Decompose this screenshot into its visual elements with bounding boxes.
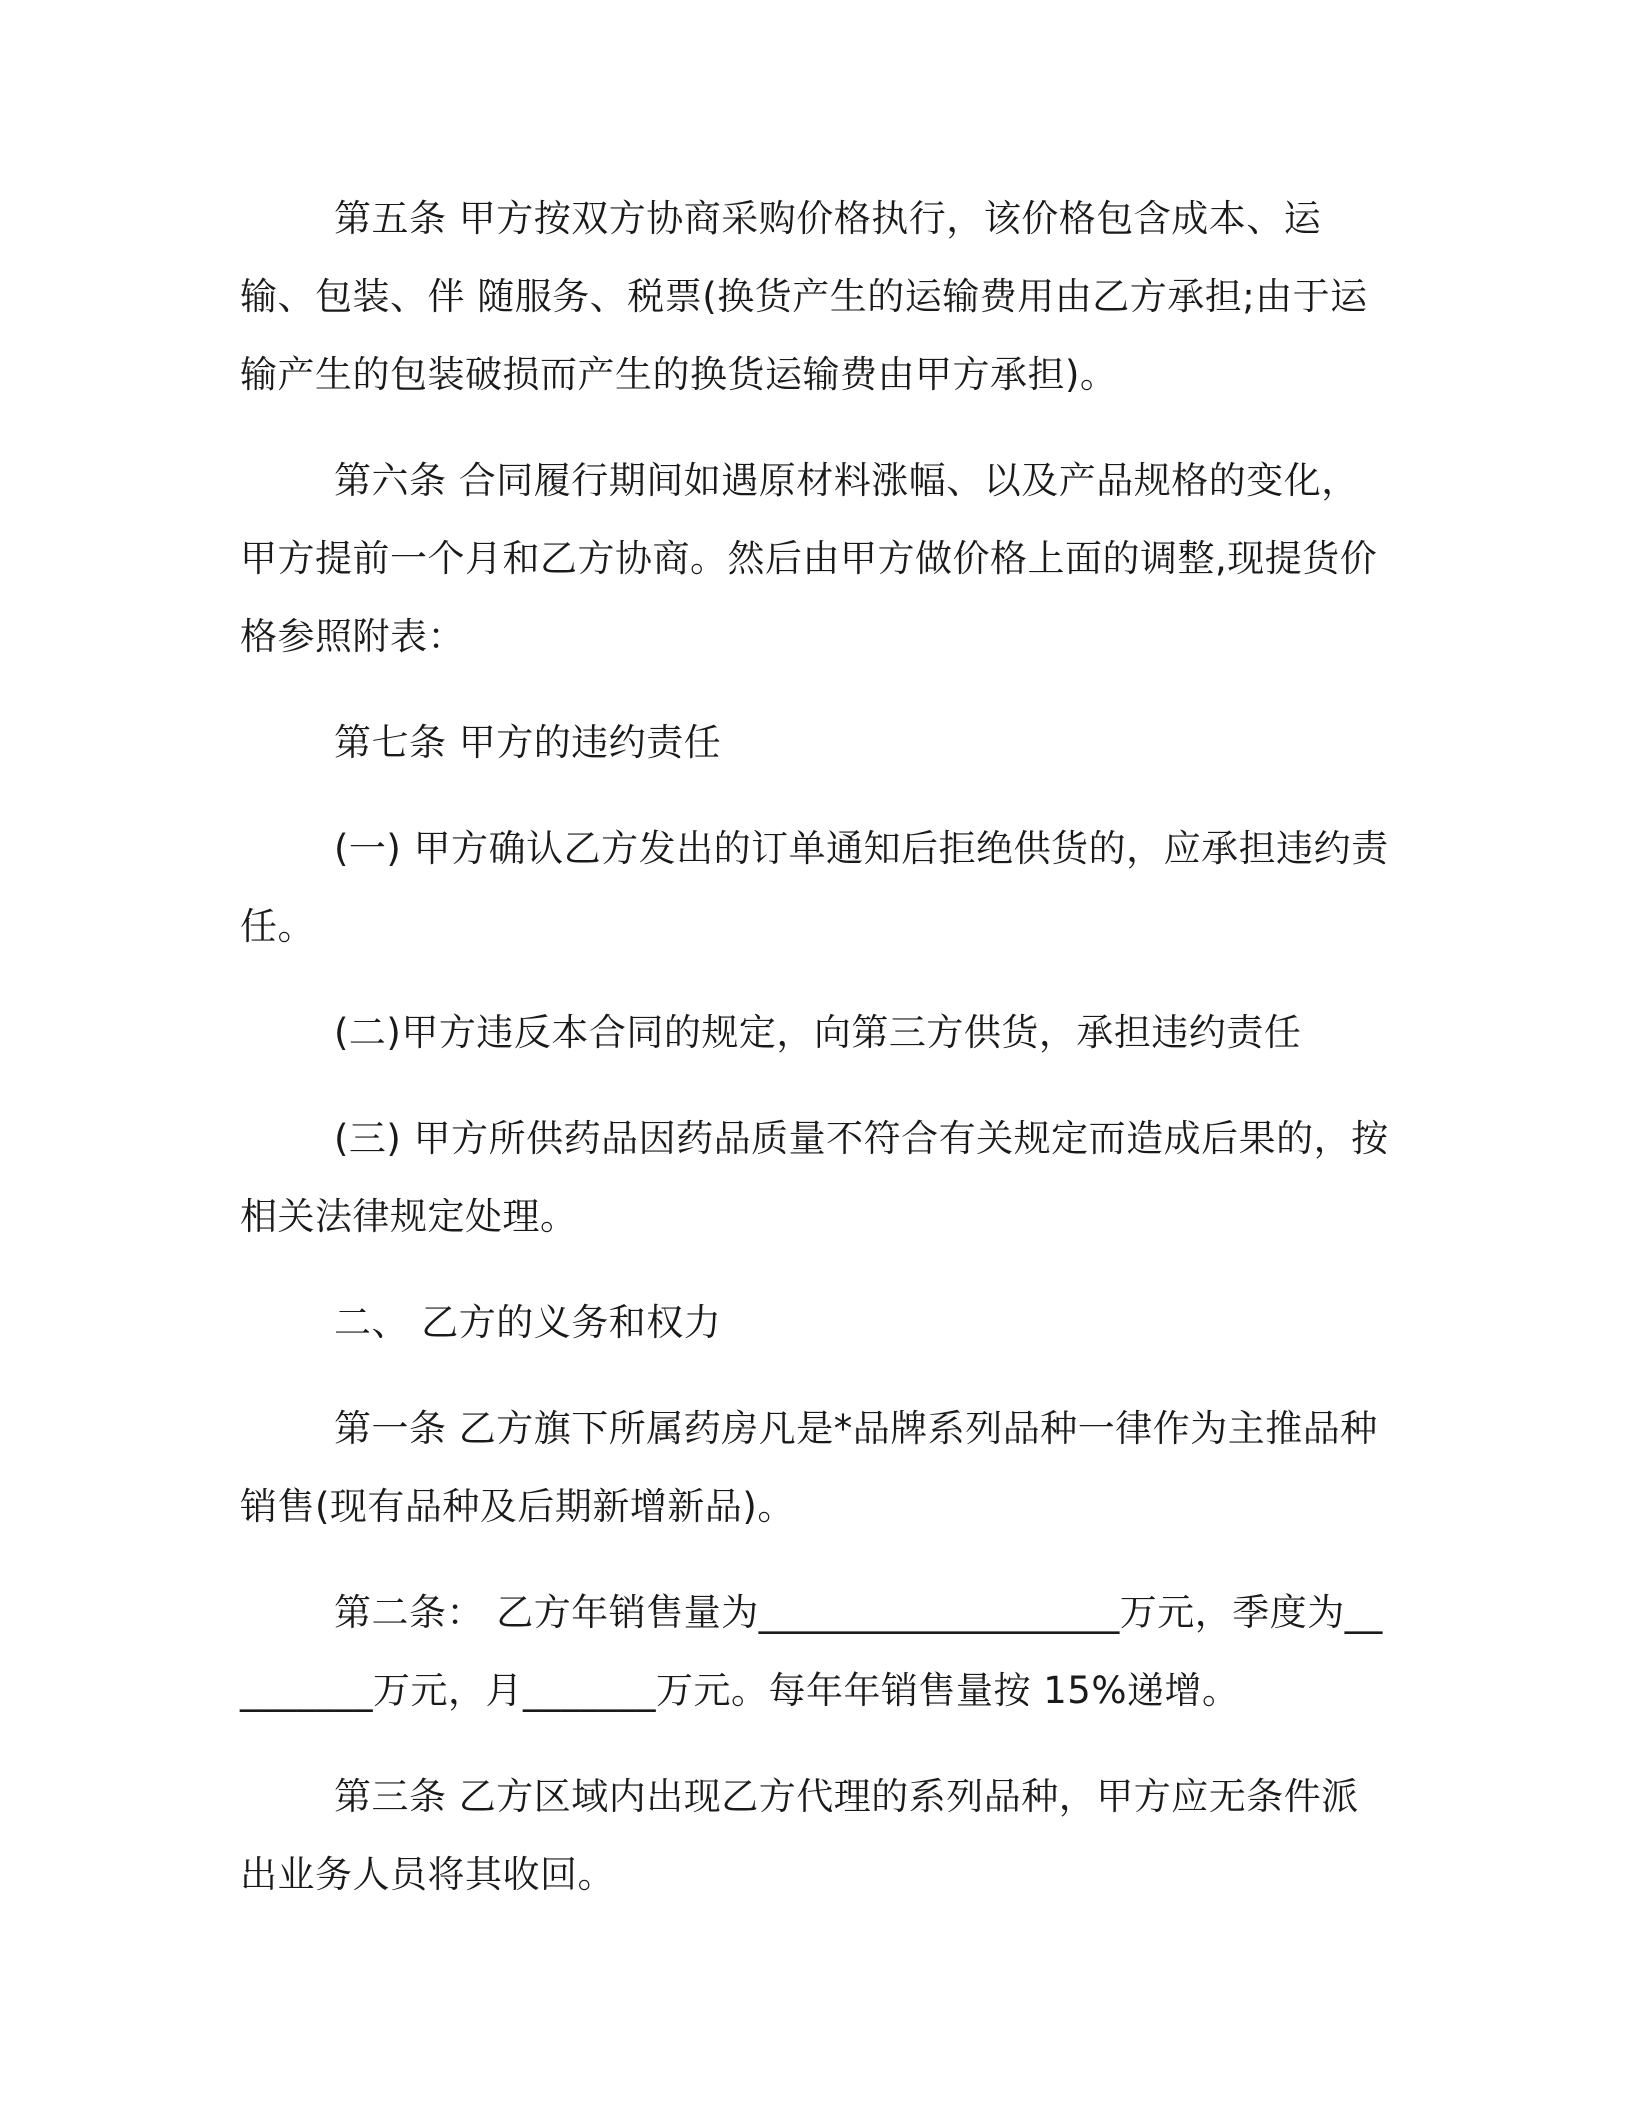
clause-5-paragraph: 第五条 甲方按双方协商采购价格执行，该价格包含成本、运输、包装、伴 随服务、税票(换货产生的运输费用由乙方承担;由于运输产生的包装破损而产生的换货运输费由甲方承担)。 [240,197,1368,396]
party-b-clause-1: 第一条 乙方旗下所属药房凡是*品牌系列品种一律作为主推品种销售(现有品种及后期新增新品)。 [240,1407,1378,1528]
document-body [240,180,1390,1942]
clause-7-item-3: (三) 甲方所供药品因药品质量不符合有关规定而造成后果的，按相关法律规定处理。 [240,1117,1389,1238]
party-b-clause-2: 第二条： 乙方年销售量为___________________万元，季度为_________万元，月_______万元。每年年销售量按 15%递增。 [240,1591,1383,1712]
clause-7-item-2: (二)甲方违反本合同的规定，向第三方供货，承担违约责任 [334,1011,1302,1054]
party-b-clause-3: 第三条 乙方区域内出现乙方代理的系列品种，甲方应无条件派出业务人员将其收回。 [240,1775,1359,1896]
section-2-heading: 二、 乙方的义务和权力 [334,1301,722,1344]
clause-7-heading: 第七条 甲方的违约责任 [334,721,722,764]
clause-6-paragraph: 第六条 合同履行期间如遇原材料涨幅、以及产品规格的变化，甲方提前一个月和乙方协商。然后由甲方做价格上面的调整,现提货价格参照附表： [240,459,1378,658]
clause-7-item-1: (一) 甲方确认乙方发出的订单通知后拒绝供货的，应承担违约责任。 [240,827,1389,948]
